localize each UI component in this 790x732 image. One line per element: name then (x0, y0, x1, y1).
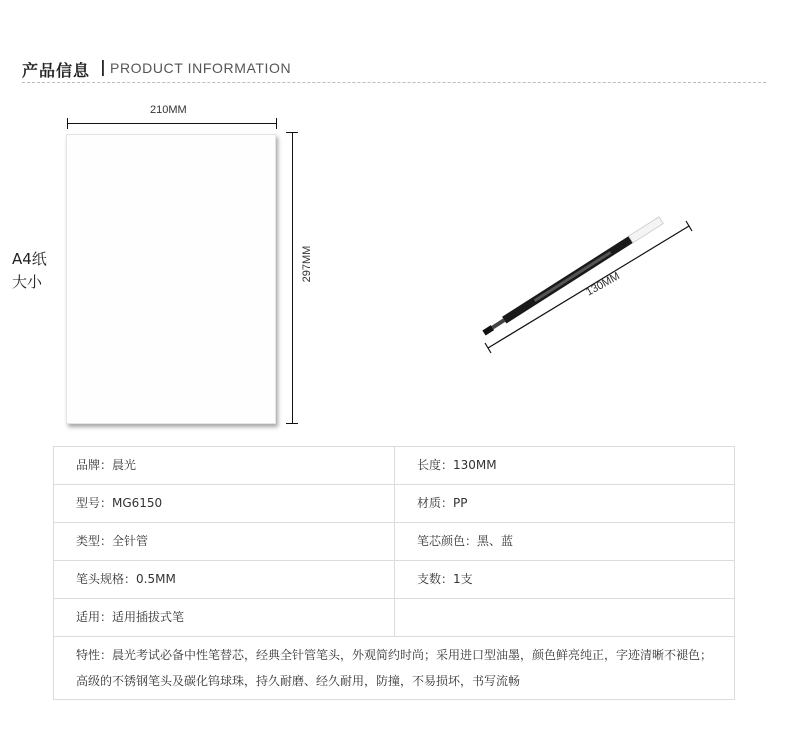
a4-paper-caption (12, 248, 47, 294)
paper-width-dimension-line (67, 118, 277, 128)
table-row-features (54, 637, 734, 699)
table-row (54, 561, 734, 599)
a4-paper-illustration (66, 134, 276, 424)
spec-quantity: 支数：1支 (394, 561, 734, 598)
paper-width-label: 210MM (150, 104, 187, 116)
paper-height-dimension-line (286, 132, 298, 424)
spec-tip-size: 笔头规格：0.5MM (76, 572, 176, 586)
section-title-en: PRODUCT INFORMATION (110, 60, 292, 76)
refill-length-label: 130MM (584, 270, 622, 299)
table-row (54, 447, 734, 485)
paper-height-label: 297MM (301, 245, 313, 283)
spec-model: 型号：MG6150 (76, 496, 163, 510)
spec-material: 材质：PP (394, 485, 734, 522)
spec-table (53, 446, 735, 700)
features-line1: 特性：晨光考试必备中性笔替芯，经典全针管笔头，外观简约时尚；采用进口型油墨，颜色鲜亮纯正，字迹清晰不褪色； (76, 648, 713, 662)
features-line2: 高级的不锈钢笔头及碳化钨球珠，持久耐磨、经久耐用，防撞，不易损坏，书写流畅 (76, 674, 521, 688)
header-divider (22, 82, 766, 83)
pen-refill-illustration (470, 200, 700, 360)
spec-empty (394, 599, 734, 636)
table-row (54, 523, 734, 561)
spec-brand: 品牌：晨光 (76, 458, 137, 472)
spec-ink-color: 笔芯颜色：黑、蓝 (394, 523, 734, 560)
title-separator: | (100, 57, 106, 76)
a4-caption-line1: A4纸 (12, 250, 47, 268)
table-row (54, 485, 734, 523)
table-row (54, 599, 734, 637)
section-header (22, 56, 766, 82)
spec-type: 类型：全针管 (76, 534, 149, 548)
spec-features (54, 637, 734, 699)
a4-caption-line2: 大小 (12, 273, 43, 291)
spec-compatibility: 适用：适用插拔式笔 (76, 610, 185, 624)
section-title-cn: 产品信息 (22, 61, 91, 80)
spec-length: 长度：130MM (394, 447, 734, 484)
